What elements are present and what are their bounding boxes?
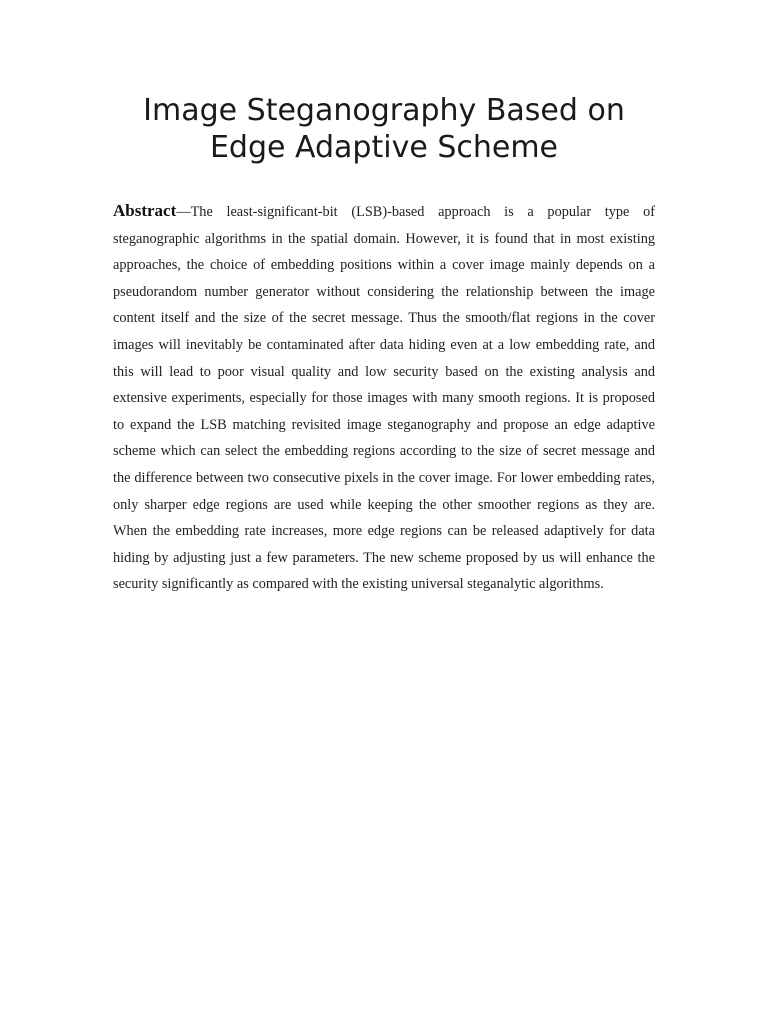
paper-title — [0, 92, 768, 166]
paper-title-line-2: Edge Adaptive Scheme — [209, 130, 559, 165]
abstract-text: The least-significant-bit (LSB)-based approach is a popular type of steganographic algorithms in the spatial domain. However, it is found that in most existing approaches, the choice of embedding positions within a cover image mainly depends on a pseudorandom number generator without considering the relationship between the image content itself and the size of the secret message. Thus the smooth/flat regions in the cover images will inevitably be contaminated after data hiding even at a low embedding rate, and this will lead to poor visual quality and low security based on the existing analysis and extensive experiments, especially for those images with many smooth regions. It is proposed to expand the LSB matching revisited image steganography and propose an edge adaptive scheme which can select the embedding regions according to the size of secret message and the difference between two consecutive pixels in the cover image. For lower embedding rates, only sharper edge regions are used while keeping the other smoother regions as they are. When the embedding rate increases, more edge regions can be released adaptively for data hiding by adjusting just a few parameters. The new scheme proposed by us will enhance the security significantly as compared with the existing universal steganalytic algorithms. — [113, 204, 655, 593]
abstract-dash: — — [176, 204, 191, 220]
abstract-label: Abstract — [113, 201, 177, 220]
abstract-paragraph — [113, 198, 655, 598]
paper-title-line-1: Image Steganography Based on — [143, 93, 625, 128]
